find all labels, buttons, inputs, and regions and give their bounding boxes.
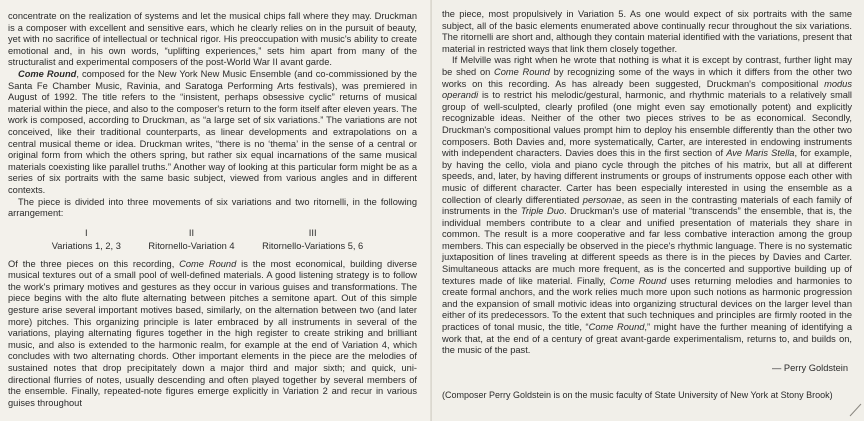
work-title-inline: Come Round <box>179 258 237 269</box>
movement-numeral: III <box>308 227 317 238</box>
text-run: uses returning melodies and harmonies to create formal anchors, and the work relies much more upon such notions as harmonic progression and the expansion of small motivic ideas into organizing structural devices on the larger level than either of its predecessors. To the extent that such techniques and principles are firmly rooted in the practices of tonal music, the title, “ <box>442 275 852 333</box>
work-title-inline: Come Round <box>609 275 667 286</box>
paragraph-arrangement-intro: The piece is divided into three movements of six variations and two ritornelli, in the following arrangement: <box>8 196 417 219</box>
text-run: by recognizing some of the ways in which it differs from the other two works on this recording. As has already been suggested, Druckman's compositional <box>442 66 852 89</box>
movement-arrangement <box>8 227 417 253</box>
work-title-inline: Triple Duo <box>520 206 565 217</box>
movement-numeral: I <box>85 227 88 238</box>
paragraph-come-round-overview <box>8 69 417 197</box>
text-run: , for example, by having the cello, viola and piano cycle through the pitches of his matrix, but all at different speeds, and, later, by having different instruments or groups of instruments oppose each other with music of different character. Carter has been especially interested in using the ensemble as a collection of clearly differentiated <box>442 148 852 205</box>
right-page <box>432 0 864 421</box>
paragraph-come-round-overview-text: , composed for the New York New Music Ensemble (and co-commissioned by the Santa Fe Chamber Music, Ravinia, and Saratoga Performing Arts festivals), was premiered in August of 1992. The title refers to the “insistent, perhaps obsessive cyclic” returns of musical material within the piece, and also to the composer's return to the form itself after eleven years. The work is composed, according to Druckman, as “a large set of six variations.” The variations are not conceived, like their traditional counterparts, as linear developments and extrapolations on a central musical theme or idea. Druckman writes, “there is no ‘thema’ in the sense of a central or original form from which the others spring, but rather six equal incarnations of the same musical materials coexisting like parallel truths.” Another way of looking at this particular form might be as a series of six portraits with the same basic subject, viewed from various angles and in different contexts. <box>8 68 417 195</box>
page-corner-mark <box>848 403 862 417</box>
work-title-inline: Come Round <box>588 322 645 333</box>
work-title: Come Round <box>18 68 77 79</box>
paragraph-economy <box>8 259 417 410</box>
work-title-inline: Come Round <box>494 66 550 77</box>
movement-numeral: II <box>188 227 195 238</box>
latin-term: personae <box>582 194 622 205</box>
text-run: ,” might have the further meaning of identifying a work that, at the end of a century of great avant-garde experimentalism, returns to, and builds on, the music of the past. <box>442 322 853 356</box>
text-run: If Melville was right when he wrote that nothing is what it is except by contrast, further light may be shed on <box>442 55 852 77</box>
movement-2 <box>148 227 234 253</box>
text-run: , as seen in the contrasting materials of each family of instruments in the <box>442 194 853 217</box>
text-run: Of the three pieces on this recording, <box>8 258 180 269</box>
work-title-inline: Ave Maris Stella <box>726 148 795 159</box>
movement-content: Ritornello-Variation 4 <box>148 240 235 251</box>
text-run: . Druckman's use of material “transcends” the ensemble, that is, the individual members contribute to a clear and unified presentation of materials they share in common. The result is a more cooperative and far less combative interaction among the group members. This can especially be observed in the piece's rhythmic language. There is no systematic juxtaposition of lines traveling at different speeds as there is in the pieces by Davies and Carter. Simultaneous attacks are much more frequent, as is the concerted and supportive building up of textures made of like material. Finally, <box>442 206 852 286</box>
text-run: is to restrict his melodic/gestural, harmonic, and rhythmic materials to a relatively small group of well-sculpted, clearly profiled (one might even say emotionally potent) and explicitly recognizable ideas. Neither of the other two pieces strives to be as economical. Secondly, Druckman's compositional values prompt him to deploy his ensemble differently than the other two composers. Both Davies and, more systematically, Carter, are interested in endowing instruments with independent characters. Davies does this in the first section of <box>442 90 852 159</box>
paragraph-variations-continued: the piece, most propulsively in Variation 5. As one would expect of six portraits with the same subject, all of the basic elements enumerated above continually recur throughout the six variations. The ritornelli are short and, although they contain material identified with the variations, present that material in restricted ways that link them closely together. <box>442 9 852 54</box>
author-credit: (Composer Perry Goldstein is on the music faculty of State University of New York at Stony Brook) <box>442 390 833 401</box>
text-run: is the most economical, building diverse musical textures out of a small pool of well-defined materials. A good listening strategy is to follow the work's primary motives and gestures as they occur in various guises and transformations. The piece begins with the alto flute alternating between pitches a semitone apart. Out of this simple gesture arise several important motives based, similarly, on the alternation between two (and later more) pitches. This organizing principle is later embraced by all instruments in several of the variations, playing alternating figures together in the high register to create striking and brilliant music, and also is extended to the harmonic realm, for example at the end of Variation 4, which concludes with two alternating chords. Other important elements in the piece are the melodies of sustained notes that drop precipitately down a major third and major sixth; and quick, uni-directional flurries of notes, usually descending and often played together by several members of the ensemble. Finally, repeated-note figures emerge explicitly in Variation 2 and recur in various guises throughout <box>8 258 417 408</box>
latin-term: modus operandi <box>442 78 852 101</box>
movement-content: Variations 1, 2, 3 <box>51 240 121 251</box>
movement-3 <box>262 227 363 253</box>
paragraph-melville-contrast <box>442 55 852 356</box>
author-signature: — Perry Goldstein <box>772 362 848 373</box>
movement-content: Ritornello-Variations 5, 6 <box>262 240 364 251</box>
movement-1 <box>52 227 121 253</box>
paragraph-intro-continued: concentrate on the realization of systems and let the musical chips fall where they may. Druckman is a composer with excellent and sensitive ears, which he clearly relies on in the pursuit of beauty, yet with no sacrifice of intellectual or technical rigor. His preoccupation with music's ability to create emotional and, in his own words, “uplifting experiences,” sets him apart from many of the structuralist and experimental composers of the post-World War II avant garde. <box>8 11 417 68</box>
